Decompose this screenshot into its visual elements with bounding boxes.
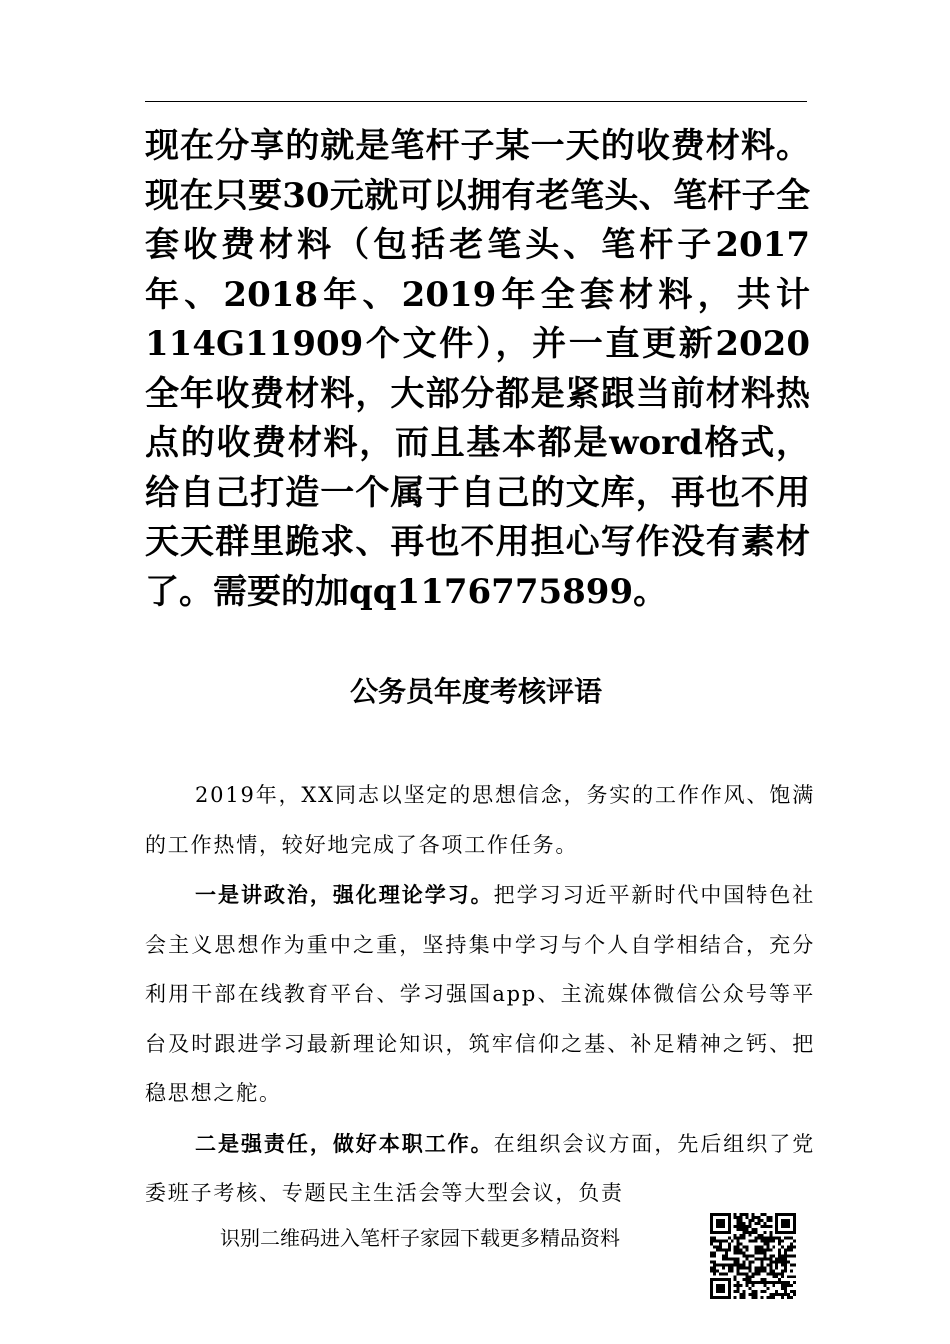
paragraph-intro: [145, 770, 815, 870]
document-body: [145, 770, 815, 1219]
paragraph-text: 把学习习近平新时代中国特色社会主义思想作为重中之重，坚持集中学习与个人自学相结合，充分利用干部在线教育平台、学习强国app、主流媒体微信公众号等平台及时跟进学习最新理论知识，筑牢信仰之基、补足精神之钙、把稳思想之舵。: [145, 883, 816, 1105]
document-title: 公务员年度考核评语: [349, 675, 602, 708]
paragraph-text: 在组织会议方面，先后组织了党委班子考核、专题民主生活会等大型会议，负责: [145, 1131, 816, 1205]
qr-code-icon[interactable]: [710, 1213, 796, 1299]
footer-note: 识别二维码进入笔杆子家园下载更多精品资料: [220, 1226, 620, 1250]
top-rule: [145, 101, 807, 102]
paragraph-text: 2019年，XX同志以坚定的思想信念，务实的工作作风、饱满的工作热情，较好地完成了各项工作任务。: [145, 783, 815, 857]
paragraph-lead: 一是讲政治，强化理论学习。: [195, 882, 494, 907]
promo-text: 现在分享的就是笔杆子某一天的收费材料。现在只要30元就可以拥有老笔头、笔杆子全套收费材料（包括老笔头、笔杆子2017年、2018年、2019年全套材料，共计114G11909个文件），并一直更新2020全年收费材料，大部分都是紧跟当前材料热点的收费材料，而且基本都是word格式，给自己打造一个属于自己的文库，再也不用天天群里跪求、再也不用担心写作没有素材了。需要的加qq1176775899。: [145, 126, 810, 612]
paragraph-responsibility: [145, 1119, 815, 1219]
paragraph-politics: [145, 870, 815, 1119]
paragraph-lead: 二是强责任，做好本职工作。: [195, 1130, 494, 1156]
